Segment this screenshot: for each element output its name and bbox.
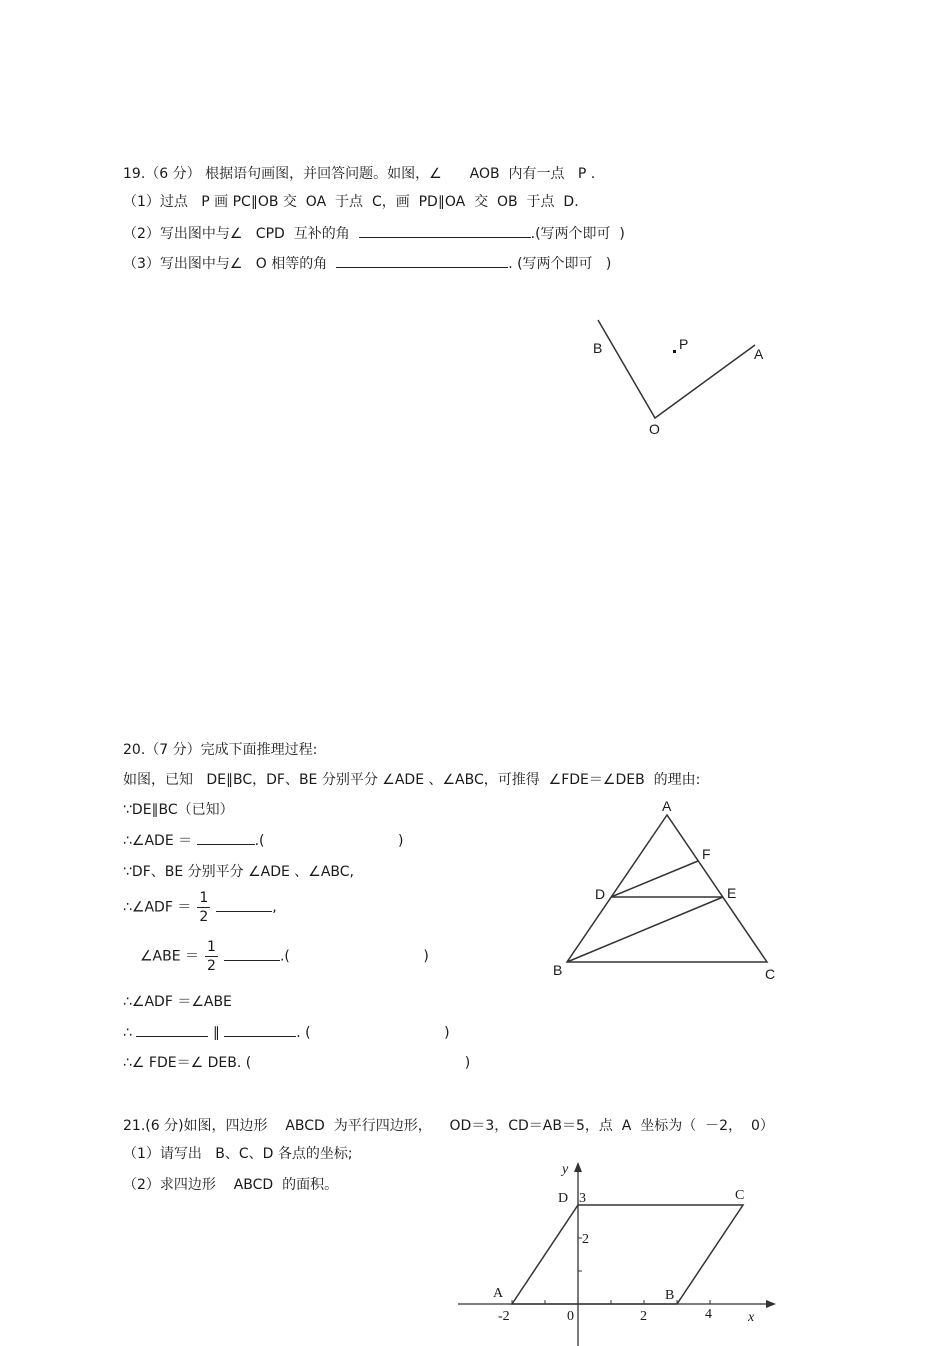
q20-step5-prefix: ∠ABE ＝ — [140, 948, 200, 965]
q19-part3-prefix: （3）写出图中与∠ O 相等的角 — [123, 256, 328, 272]
tick-label-3: 3 — [579, 1191, 586, 1206]
fraction-denominator: 2 — [207, 958, 216, 974]
q20-step4 — [123, 889, 277, 926]
q20-step7 — [123, 1024, 450, 1042]
label-b: B — [593, 340, 603, 356]
q20-step4-blank[interactable] — [216, 899, 272, 912]
q20-step4-suffix: , — [272, 899, 277, 916]
label-p: P — [679, 336, 689, 352]
y-axis-arrow — [574, 1162, 582, 1172]
tick-label-0: 0 — [567, 1309, 574, 1324]
parallelogram-abcd — [512, 1205, 743, 1304]
fraction-numerator: 1 — [207, 939, 216, 955]
q20-step8: ∴∠ FDE＝∠ DEB. ( ) — [123, 1055, 471, 1071]
label-c: C — [735, 1188, 745, 1203]
q19-part3 — [123, 255, 611, 273]
q20-step5 — [140, 938, 429, 975]
label-b: B — [553, 962, 563, 978]
fraction-numerator: 1 — [199, 890, 209, 906]
q20-step1: ∵DE∥BC（已知） — [123, 802, 234, 818]
q19-part3-answer-blank[interactable] — [336, 255, 508, 268]
label-a: A — [754, 346, 764, 362]
q20-step2-blank[interactable] — [197, 832, 255, 845]
label-c: C — [765, 966, 776, 982]
q21-stem: 21.(6 分)如图，四边形 ABCD 为平行四边形， OD＝3，CD＝AB＝5，点 A 坐标为（ －2， 0） — [123, 1118, 774, 1134]
q20-step7-blank-2[interactable] — [224, 1024, 296, 1037]
point-p — [673, 350, 676, 353]
q19-part1: （1）过点 P 画 PC∥OB 交 OA 于点 C，画 PD∥OA 交 OB 于点 D. — [123, 194, 579, 210]
q20-triangle-figure — [545, 795, 790, 990]
label-o: O — [649, 421, 660, 437]
tick-label-x2: 2 — [640, 1309, 647, 1324]
label-d: D — [595, 886, 606, 902]
q20-step7-prefix: ∴ — [123, 1025, 132, 1041]
q20-step3: ∵DF、BE 分别平分 ∠ADE 、∠ABC, — [123, 864, 355, 880]
label-a: A — [493, 1286, 504, 1301]
q21-part1: （1）请写出 B、C、D 各点的坐标; — [123, 1146, 353, 1162]
q19-part2-suffix: .(写两个即可 ) — [530, 226, 625, 242]
segment-be — [567, 897, 723, 962]
q20-step4-prefix: ∴∠ADF ＝ — [123, 899, 192, 916]
label-f: F — [702, 846, 711, 862]
q19-stem: 19.（6 分） 根据语句画图，并回答问题。如图，∠ AOB 内有一点 P . — [123, 166, 596, 182]
q20-step2-suffix: .( ) — [254, 833, 404, 849]
label-a: A — [662, 798, 672, 814]
fraction-one-half — [197, 889, 210, 926]
tick-label-4: 4 — [705, 1307, 712, 1322]
q20-given: 如图，已知 DE∥BC，DF、BE 分别平分 ∠ADE 、∠ABC，可推得 ∠FDE＝∠DEB 的理由: — [123, 772, 701, 788]
label-b: B — [665, 1288, 675, 1303]
angle-aob — [598, 320, 755, 418]
q20-step5-suffix: .( ) — [279, 948, 429, 965]
q21-part2: （2）求四边形 ABCD 的面积。 — [123, 1177, 339, 1193]
q19-part2-prefix: （2）写出图中与∠ CPD 互补的角 — [123, 226, 350, 242]
label-e: E — [727, 885, 737, 901]
y-axis-label: y — [562, 1162, 569, 1177]
x-axis-label: x — [748, 1310, 755, 1325]
q20-step2 — [123, 832, 403, 850]
tick-label-y2: 2 — [582, 1232, 589, 1247]
q20-stem: 20.（7 分）完成下面推理过程: — [123, 742, 318, 758]
q19-part2-answer-blank[interactable] — [359, 225, 531, 238]
q19-part2 — [123, 225, 625, 243]
q20-step7-blank-1[interactable] — [136, 1024, 208, 1037]
fraction-one-half — [205, 938, 218, 975]
q20-step5-blank[interactable] — [224, 948, 280, 961]
label-d: D — [558, 1191, 569, 1206]
fraction-denominator: 2 — [199, 909, 209, 925]
q21-coordinate-figure — [450, 1150, 790, 1346]
q20-step7-suffix: . ( ) — [296, 1025, 450, 1041]
tick-label-neg2: -2 — [498, 1309, 510, 1324]
q20-step7-parallel: ∥ — [212, 1025, 220, 1041]
q19-part3-suffix: . (写两个即可 ) — [508, 256, 612, 272]
q20-step2-prefix: ∴∠ADE ＝ — [123, 833, 193, 849]
x-axis-arrow — [766, 1300, 776, 1308]
q19-angle-figure — [580, 310, 780, 445]
q20-step6: ∴∠ADF ＝∠ABE — [123, 994, 232, 1010]
